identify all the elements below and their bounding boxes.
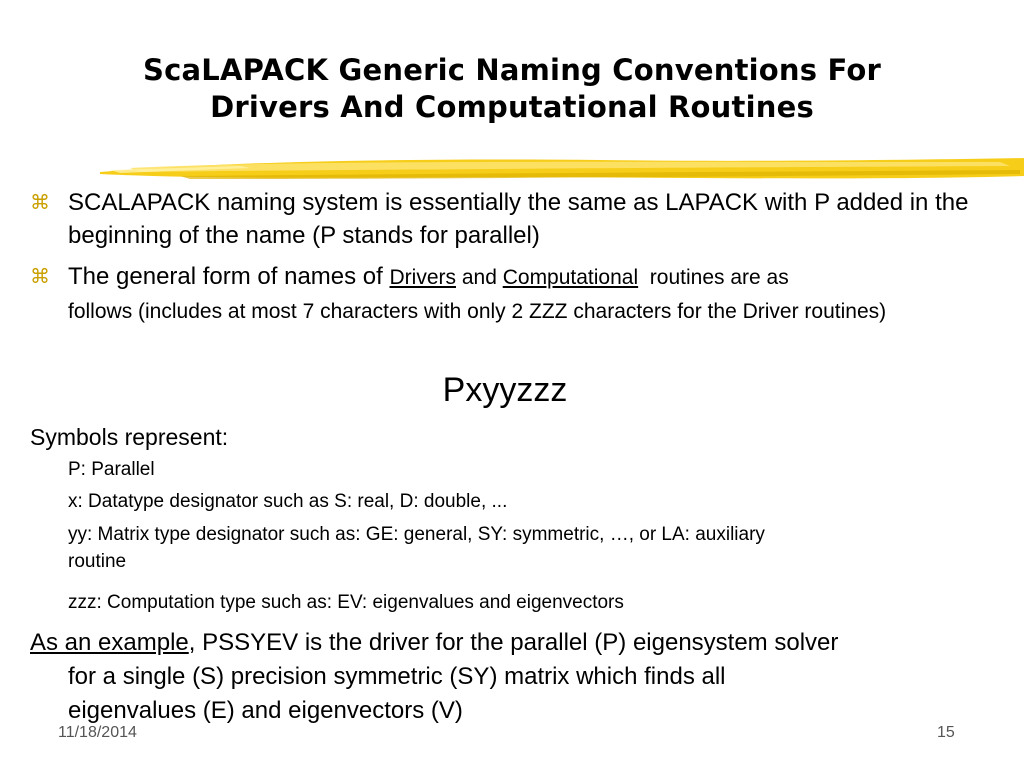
command-key-icon: ⌘ [30, 190, 50, 214]
symbol-yy: yy: Matrix type designator such as: GE: general, SY: symmetric, …, or LA: auxiliary [68, 524, 765, 545]
example-line-1: , PSSYEV is the driver for the parallel (P) eigensystem solver [188, 629, 839, 656]
symbol-p: P: Parallel [68, 459, 155, 480]
bullet-2-and: and [456, 266, 503, 289]
bullet-2-text [68, 260, 998, 328]
symbols-title: Symbols represent: [30, 424, 229, 450]
slide-title [0, 52, 1024, 126]
bullet-2-routines: routines are as [638, 266, 789, 289]
command-key-icon: ⌘ [30, 264, 50, 288]
symbol-x: x: Datatype designator such as S: real, D: double, ... [68, 491, 508, 512]
example-line-3: eigenvalues (E) and eigenvectors (V) [68, 697, 463, 724]
example-line-2: for a single (S) precision symmetric (SY) matrix which finds all [68, 663, 726, 690]
bullet-1-text: SCALAPACK naming system is essentially the same as LAPACK with P added in the beginning of the name (P stands for parallel) [68, 189, 969, 249]
example-paragraph [30, 626, 990, 728]
page-number: 15 [937, 724, 955, 741]
symbol-zzz: zzz: Computation type such as: EV: eigenvalues and eigenvectors [68, 592, 624, 613]
example-link[interactable]: As an example [30, 629, 189, 656]
slide-title-line-1: ScaLAPACK Generic Naming Conventions For [143, 53, 881, 87]
symbol-yy-continuation: routine [68, 551, 127, 572]
bullet-2-intro: The general form of names of [68, 263, 390, 290]
bullet-1 [30, 186, 980, 252]
slide-title-line-2: Drivers And Computational Routines [210, 90, 814, 124]
brush-stroke-divider [100, 150, 1024, 184]
footer-date: 11/18/2014 [58, 724, 137, 741]
name-formula: Pxyyzzz [442, 371, 568, 409]
drivers-link[interactable]: Drivers [389, 266, 456, 289]
computational-link[interactable]: Computational [502, 266, 639, 289]
bullet-2 [30, 260, 980, 356]
bullet-2-continuation: follows (includes at most 7 characters with only 2 ZZZ characters for the Driver routines) [68, 300, 887, 323]
